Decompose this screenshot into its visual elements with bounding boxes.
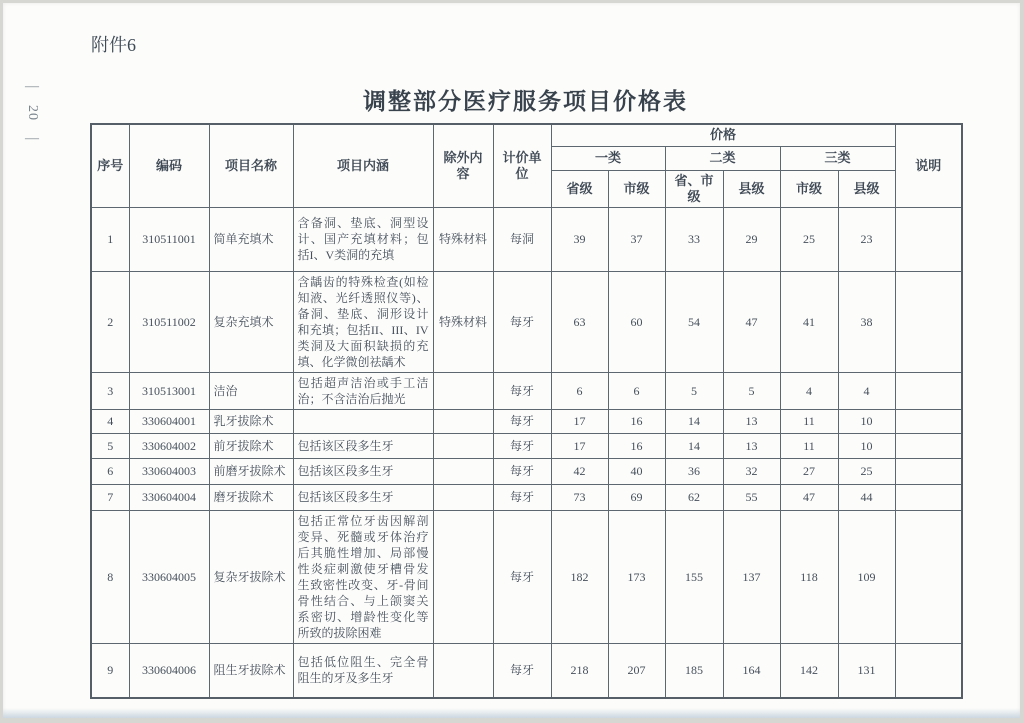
cell-seq: 3	[91, 372, 129, 409]
price-table	[90, 123, 963, 699]
cell-content: 包括该区段多生牙	[293, 458, 433, 484]
cell-price-3-municipal: 11	[780, 433, 838, 458]
cell-price-2-prov-muni: 14	[665, 409, 723, 433]
cell-price-3-county: 38	[838, 271, 895, 372]
cell-note	[895, 409, 962, 433]
cell-seq: 6	[91, 458, 129, 484]
cell-content	[293, 409, 433, 433]
cell-price-2-prov-muni: 5	[665, 372, 723, 409]
cell-price-1-provincial: 39	[551, 207, 608, 271]
cell-price-3-county: 4	[838, 372, 895, 409]
cell-content: 包括该区段多生牙	[293, 484, 433, 510]
table-row	[91, 458, 962, 484]
cell-note	[895, 271, 962, 372]
cell-code: 310513001	[129, 372, 209, 409]
cell-name: 复杂充填术	[209, 271, 293, 372]
cell-unit: 每牙	[493, 510, 551, 643]
page-number-value: 20	[25, 105, 40, 121]
cell-price-3-county: 25	[838, 458, 895, 484]
cell-note	[895, 433, 962, 458]
cell-name: 阻生牙拔除术	[209, 643, 293, 698]
cell-name: 洁治	[209, 372, 293, 409]
cell-code: 330604003	[129, 458, 209, 484]
cell-price-1-municipal: 69	[608, 484, 665, 510]
page-number-dash-bottom: —	[25, 131, 39, 146]
cell-note	[895, 643, 962, 698]
cell-price-2-county: 29	[723, 207, 780, 271]
cell-exclusion: 特殊材料	[433, 207, 493, 271]
cell-price-3-county: 10	[838, 433, 895, 458]
scan-bottom-edge	[3, 708, 1020, 718]
table-row	[91, 271, 962, 372]
header-sub-provincial: 省级	[551, 170, 608, 207]
cell-price-1-provincial: 218	[551, 643, 608, 698]
header-row-1	[91, 124, 962, 146]
cell-unit: 每牙	[493, 458, 551, 484]
cell-exclusion	[433, 510, 493, 643]
header-code: 编码	[129, 124, 209, 207]
cell-price-3-municipal: 11	[780, 409, 838, 433]
cell-price-1-municipal: 60	[608, 271, 665, 372]
cell-note	[895, 510, 962, 643]
table-row	[91, 643, 962, 698]
cell-price-3-municipal: 118	[780, 510, 838, 643]
cell-price-3-county: 10	[838, 409, 895, 433]
cell-price-1-municipal: 207	[608, 643, 665, 698]
header-sub-prov-muni: 省、市级	[665, 170, 723, 207]
header-exclusion: 除外内容	[433, 124, 493, 207]
cell-name: 乳牙拔除术	[209, 409, 293, 433]
attachment-label: 附件6	[91, 35, 136, 55]
cell-price-3-county: 131	[838, 643, 895, 698]
table-row	[91, 409, 962, 433]
cell-price-1-provincial: 6	[551, 372, 608, 409]
cell-price-2-county: 137	[723, 510, 780, 643]
cell-price-1-municipal: 16	[608, 433, 665, 458]
cell-price-1-provincial: 17	[551, 409, 608, 433]
cell-seq: 2	[91, 271, 129, 372]
header-sub-county: 县级	[723, 170, 780, 207]
cell-unit: 每牙	[493, 409, 551, 433]
cell-name: 前磨牙拔除术	[209, 458, 293, 484]
cell-price-2-county: 5	[723, 372, 780, 409]
header-name: 项目名称	[209, 124, 293, 207]
header-sub-municipal-3: 市级	[780, 170, 838, 207]
cell-exclusion	[433, 484, 493, 510]
cell-name: 磨牙拔除术	[209, 484, 293, 510]
cell-seq: 4	[91, 409, 129, 433]
cell-seq: 5	[91, 433, 129, 458]
header-note: 说明	[895, 124, 962, 207]
header-class3: 三类	[780, 146, 895, 170]
cell-name: 复杂牙拔除术	[209, 510, 293, 643]
cell-code: 330604005	[129, 510, 209, 643]
cell-content: 包括超声洁治或手工洁治；不含洁治后抛光	[293, 372, 433, 409]
table-row	[91, 510, 962, 643]
cell-price-3-county: 44	[838, 484, 895, 510]
cell-price-3-municipal: 47	[780, 484, 838, 510]
header-content: 项目内涵	[293, 124, 433, 207]
cell-price-2-prov-muni: 155	[665, 510, 723, 643]
cell-note	[895, 207, 962, 271]
table-row	[91, 372, 962, 409]
cell-price-3-municipal: 4	[780, 372, 838, 409]
cell-price-2-prov-muni: 62	[665, 484, 723, 510]
cell-content: 包括低位阻生、完全骨阻生的牙及多生牙	[293, 643, 433, 698]
cell-price-3-municipal: 27	[780, 458, 838, 484]
table-row	[91, 433, 962, 458]
cell-exclusion: 特殊材料	[433, 271, 493, 372]
cell-seq: 1	[91, 207, 129, 271]
cell-price-2-county: 13	[723, 409, 780, 433]
cell-price-1-provincial: 17	[551, 433, 608, 458]
cell-seq: 8	[91, 510, 129, 643]
cell-price-2-prov-muni: 33	[665, 207, 723, 271]
cell-unit: 每洞	[493, 207, 551, 271]
cell-price-2-county: 13	[723, 433, 780, 458]
cell-exclusion	[433, 458, 493, 484]
header-unit: 计价单位	[493, 124, 551, 207]
cell-note	[895, 458, 962, 484]
cell-content: 包括该区段多生牙	[293, 433, 433, 458]
table-header	[91, 124, 962, 207]
cell-unit: 每牙	[493, 643, 551, 698]
cell-code: 330604001	[129, 409, 209, 433]
header-sub-county-3: 县级	[838, 170, 895, 207]
cell-unit: 每牙	[493, 433, 551, 458]
header-sub-municipal: 市级	[608, 170, 665, 207]
header-class1: 一类	[551, 146, 665, 170]
header-price-group: 价格	[551, 124, 895, 146]
cell-unit: 每牙	[493, 484, 551, 510]
cell-price-2-prov-muni: 185	[665, 643, 723, 698]
cell-name: 简单充填术	[209, 207, 293, 271]
cell-seq: 9	[91, 643, 129, 698]
cell-name: 前牙拔除术	[209, 433, 293, 458]
header-seq: 序号	[91, 124, 129, 207]
page-number-dash-top: —	[25, 79, 39, 94]
cell-price-1-provincial: 63	[551, 271, 608, 372]
cell-code: 330604004	[129, 484, 209, 510]
cell-code: 310511002	[129, 271, 209, 372]
cell-price-1-municipal: 6	[608, 372, 665, 409]
cell-exclusion	[433, 409, 493, 433]
cell-price-3-municipal: 142	[780, 643, 838, 698]
cell-price-1-municipal: 16	[608, 409, 665, 433]
cell-exclusion	[433, 372, 493, 409]
cell-price-1-provincial: 42	[551, 458, 608, 484]
cell-content: 含龋齿的特殊检查(如检知液、光纤透照仪等)、备洞、垫底、洞形设计和充填；包括II、III、IV类洞及大面积缺损的充填、化学微创祛龋术	[293, 271, 433, 372]
page-title: 调整部分医疗服务项目价格表	[363, 88, 688, 114]
cell-price-1-municipal: 173	[608, 510, 665, 643]
cell-content: 含备洞、垫底、洞型设计、国产充填材料；包括I、V类洞的充填	[293, 207, 433, 271]
cell-price-1-provincial: 73	[551, 484, 608, 510]
cell-exclusion	[433, 643, 493, 698]
table-body	[91, 207, 962, 698]
cell-exclusion	[433, 433, 493, 458]
cell-price-3-municipal: 25	[780, 207, 838, 271]
cell-price-3-county: 23	[838, 207, 895, 271]
cell-seq: 7	[91, 484, 129, 510]
cell-content: 包括正常位牙齿因解剖变异、死髓或牙体治疗后其脆性增加、局部慢性炎症刺激使牙槽骨发生致密性改变、牙-骨间骨性结合、与上颌窦关系密切、增龄性变化等所致的拔除困难	[293, 510, 433, 643]
cell-note	[895, 484, 962, 510]
cell-note	[895, 372, 962, 409]
cell-price-1-municipal: 37	[608, 207, 665, 271]
cell-price-2-prov-muni: 14	[665, 433, 723, 458]
cell-price-2-county: 164	[723, 643, 780, 698]
cell-price-2-county: 32	[723, 458, 780, 484]
cell-price-1-provincial: 182	[551, 510, 608, 643]
cell-code: 330604002	[129, 433, 209, 458]
table-row	[91, 484, 962, 510]
cell-price-2-prov-muni: 54	[665, 271, 723, 372]
cell-price-2-county: 55	[723, 484, 780, 510]
cell-unit: 每牙	[493, 372, 551, 409]
cell-unit: 每牙	[493, 271, 551, 372]
cell-price-3-county: 109	[838, 510, 895, 643]
cell-price-2-county: 47	[723, 271, 780, 372]
cell-price-3-municipal: 41	[780, 271, 838, 372]
table-row	[91, 207, 962, 271]
header-class2: 二类	[665, 146, 780, 170]
cell-code: 330604006	[129, 643, 209, 698]
document-page	[3, 3, 1020, 718]
cell-price-1-municipal: 40	[608, 458, 665, 484]
cell-code: 310511001	[129, 207, 209, 271]
page-number	[21, 79, 43, 147]
cell-price-2-prov-muni: 36	[665, 458, 723, 484]
